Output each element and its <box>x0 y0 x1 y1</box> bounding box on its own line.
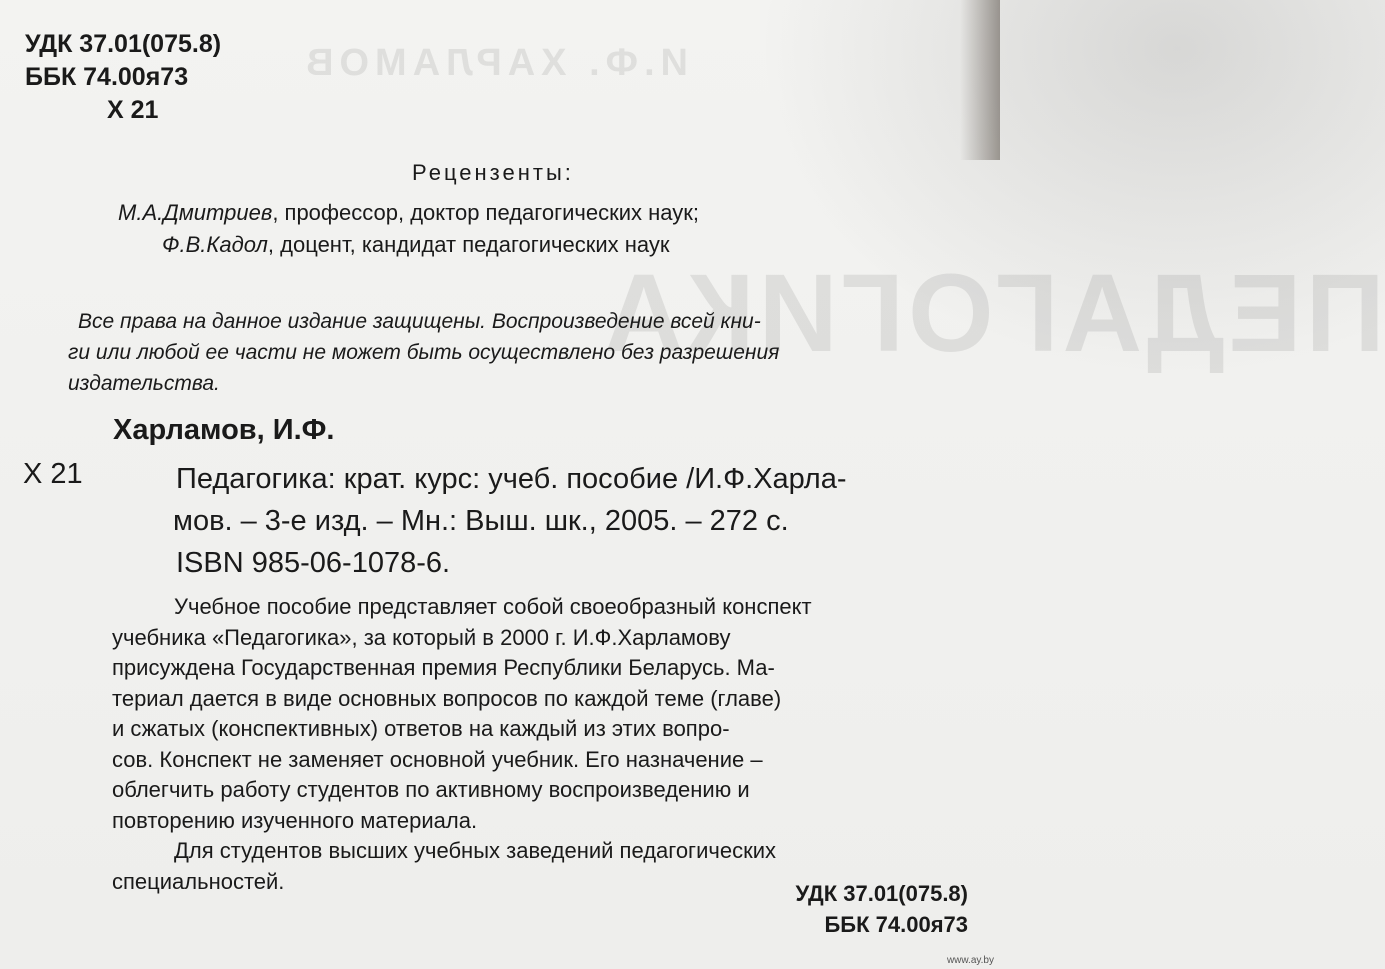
reviewer-1-title: , профессор, доктор педагогических наук; <box>272 200 699 225</box>
annotation-line: Учебное пособие представляет собой своеобразный конспект <box>174 594 812 619</box>
udk-code: УДК 37.01(075.8) <box>25 30 222 58</box>
site-watermark: www.ay.by <box>946 955 994 966</box>
copyright-line: Все права на данное издание защищены. Воспроизведение всей кни- <box>78 310 761 333</box>
reviewer-2-title: , доцент, кандидат педагогических наук <box>267 232 670 257</box>
reviewer-2-name: Ф.В.Кадол <box>162 232 268 257</box>
biblio-line: мов. – 3-е изд. – Мн.: Выш. шк., 2005. – 272 с. <box>173 505 789 537</box>
annotation-line: учебника «Педагогика», за который в 2000 г. И.Ф.Харламову <box>112 624 731 650</box>
audience-line: Для студентов высших учебных заведений педагогических <box>174 838 776 863</box>
copyright-line: издательства. <box>68 372 220 395</box>
udk-code-bottom: УДК 37.01(075.8) <box>795 881 968 906</box>
book-author: Харламов, И.Ф. <box>113 414 335 446</box>
show-through-author: И.Ф. ХАРЛАМОВ <box>300 42 688 84</box>
reviewer-1 <box>118 200 699 226</box>
bbk-code: ББК 74.00я73 <box>25 63 189 91</box>
copyright-line: ги или любой ее части не может быть осуществлено без разрешения <box>68 341 780 364</box>
annotation-line: и сжатых (конспективных) ответов на каждый из этих вопро- <box>112 716 730 741</box>
annotation-line: облегчить работу студентов по активному воспроизведению и <box>112 777 750 802</box>
reviewer-2 <box>162 232 670 258</box>
annotation-line: повторению изученного материала. <box>112 807 478 833</box>
shelf-code: Х 21 <box>23 458 83 490</box>
bbk-code-bottom: ББК 74.00я73 <box>824 912 968 937</box>
bibliographic-record <box>173 458 847 584</box>
audience-line: специальностей. <box>112 868 285 894</box>
copyright-notice <box>68 306 978 399</box>
biblio-line: Педагогика: крат. курс: учеб. пособие /И.Ф.Харла- <box>176 463 847 495</box>
author-mark: Х 21 <box>107 96 159 124</box>
reviewers-heading: Рецензенты: <box>412 160 574 185</box>
annotation-line: териал дается в виде основных вопросов по каждой теме (главе) <box>112 685 782 711</box>
annotation <box>112 592 812 897</box>
reviewer-1-name: М.А.Дмитриев <box>118 200 273 225</box>
isbn: ISBN 985-06-1078-6. <box>176 547 451 579</box>
annotation-line: присуждена Государственная премия Республики Беларусь. Ма- <box>112 655 775 680</box>
annotation-line: сов. Конспект не заменяет основной учебник. Его назначение – <box>112 746 763 772</box>
show-through-title: ПЕДАГОГИКА <box>600 252 1385 375</box>
classification-block-bottom <box>795 878 968 940</box>
page-edge-shadow <box>960 0 1000 160</box>
classification-block-top <box>25 28 221 127</box>
